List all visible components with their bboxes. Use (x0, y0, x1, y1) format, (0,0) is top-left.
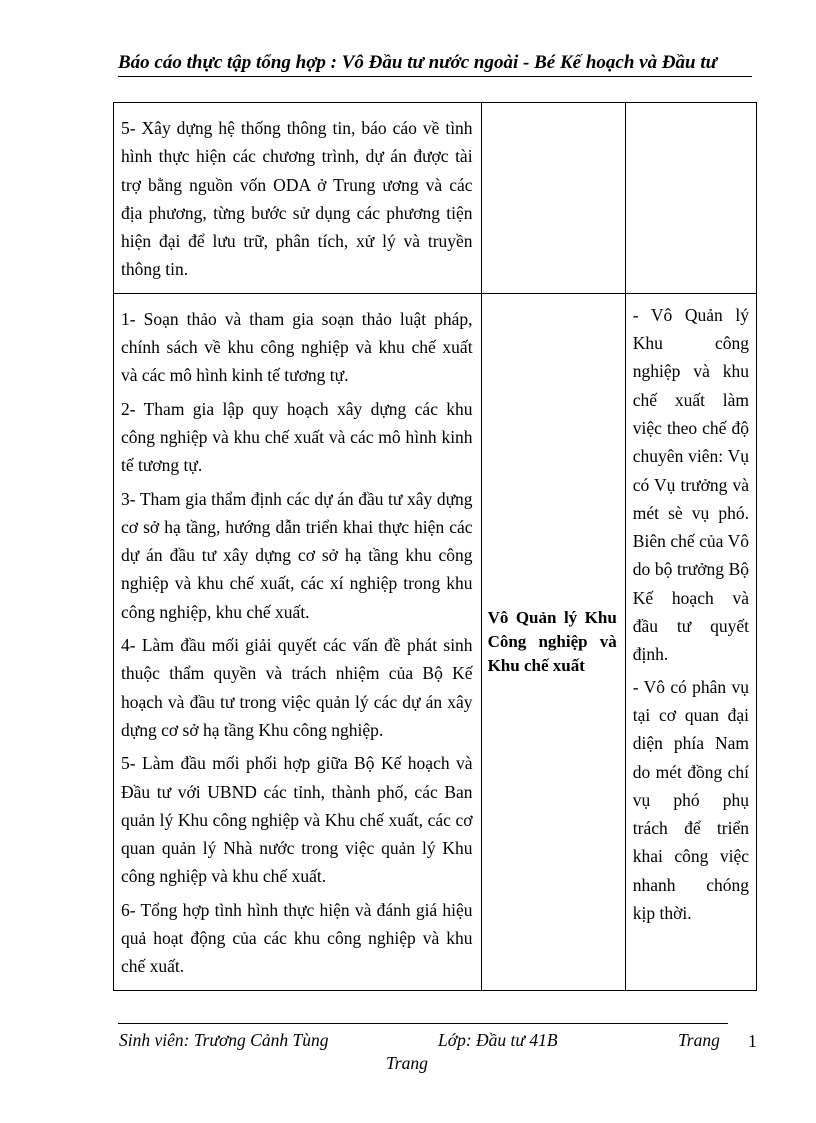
task-paragraph: 3- Tham gia thẩm định các dự án đầu tư xây dựng cơ sở hạ tầng, hướng dẫn triển khai thực hiện các dự án đầu tư xây dựng cơ sở hạ tầng khu công nghiệp và khu chế xuất, các xí nghiệp trong khu công nghiệp, khu chế xuất. (121, 488, 473, 622)
table-cell-organization (625, 103, 756, 294)
table-row (114, 293, 757, 990)
task-paragraph: 6- Tổng hợp tình hình thực hiện và đánh giá hiệu quả hoạt động của các khu công nghiệp và khu chế xuất. (121, 899, 473, 977)
department-name: Vô Quản lý Khu Công nghiệp và Khu chế xuất (487, 607, 617, 675)
footer-page-label: Trang (678, 1030, 720, 1050)
table-cell-organization (625, 293, 756, 990)
page-header-title: Báo cáo thực tập tổng hợp : Vô Đầu tư nước ngoài - Bé Kế hoạch và Đầu tư (118, 52, 718, 73)
table-cell-tasks (114, 103, 482, 294)
footer-student: Sinh viên: Trương Cảnh Tùng (119, 1030, 329, 1050)
footer-class: Lớp: Đầu tư 41B (438, 1030, 558, 1050)
footer-page-number: 1 (748, 1031, 757, 1051)
task-paragraph: 1- Soạn thảo và tham gia soạn thảo luật pháp, chính sách về khu công nghiệp và khu chế xuất và các mô hình kinh tế tương tự. (121, 308, 473, 386)
table-cell-department (481, 103, 625, 294)
table-row (114, 103, 757, 294)
task-paragraph: 5- Làm đầu mối phối hợp giữa Bộ Kế hoạch và Đầu tư với UBND các tỉnh, thành phố, các Ban quản lý Khu công nghiệp và Khu chế xuất, các cơ quan quản lý Nhà nước trong việc quản lý Khu công nghiệp và khu chế xuất. (121, 753, 473, 887)
organization-note: - Vô Quản lý Khu công nghiệp và khu chế xuất làm việc theo chế độ chuyên viên: Vụ có Vụ trưởng và mét sè vụ phó. Biên chế của Vô do bộ trưởng Bộ Kế hoạch và đầu tư quyết định. (632, 304, 749, 665)
header-divider (118, 76, 752, 77)
task-paragraph: 2- Tham gia lập quy hoạch xây dựng các khu công nghiệp và khu chế xuất và các mô hình kinh tế tương tự. (121, 398, 473, 476)
table-cell-tasks (114, 293, 482, 990)
footer-page-label-2: Trang (386, 1053, 428, 1073)
table-cell-department (481, 293, 625, 990)
content-table (113, 102, 757, 991)
task-paragraph: 5- Xây dựng hệ thống thông tin, báo cáo về tình hình thực hiện các chương trình, dự án được tài trợ bằng nguồn vốn ODA ở Trung ương và các địa phương, từng bước sử dụng các phương tiện hiện đại để lưu trữ, phân tích, xử lý và truyền thông tin. (121, 118, 473, 280)
organization-note: - Vô có phân vụ tại cơ quan đại diện phía Nam do mét đồng chí vụ phó phụ trách để triển khai công việc nhanh chóng kịp thời. (632, 676, 749, 924)
task-paragraph: 4- Làm đầu mối giải quyết các vấn đề phát sinh thuộc thẩm quyền và trách nhiệm của Bộ Kế hoạch và đầu tư trong việc quản lý các dự án xây dựng cơ sở hạ tầng Khu công nghiệp. (121, 635, 473, 740)
footer-divider (118, 1023, 728, 1024)
